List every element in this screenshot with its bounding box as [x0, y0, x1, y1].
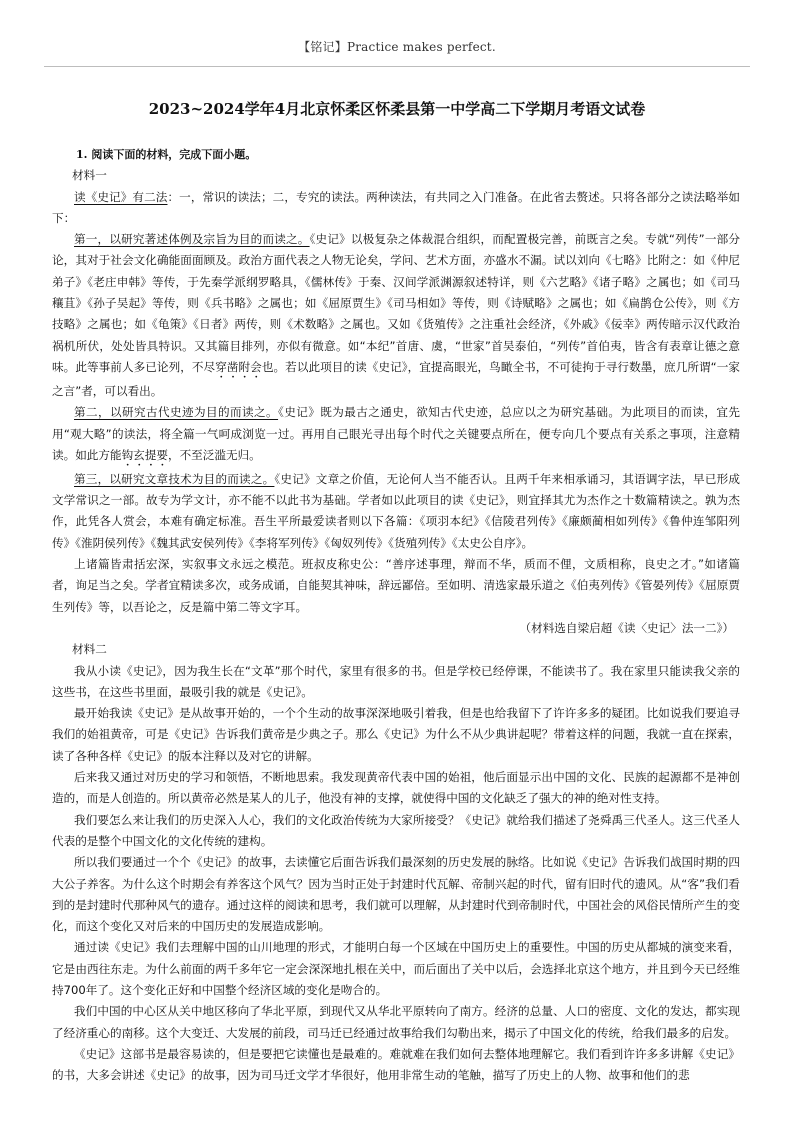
material1-paragraph-2 — [52, 402, 740, 469]
header-divider — [44, 66, 750, 67]
material1-source: （材料选自梁启超《读〈史记〉法一二》） — [519, 620, 734, 635]
paragraph-3-underlined: 第三，以研究文章技术为目的而读之。 — [74, 471, 275, 486]
paragraph-2-text-b: ，不至泛滥无归。 — [167, 447, 261, 462]
material2-paragraph: 我们要怎么来让我们的历史深入人心，我们的文化政治传统为大家所接受？《史记》就给我们描述了尧舜禹三代圣人。这三代圣人代表的是整个中国文化的文化传统的建构。 — [52, 812, 740, 848]
material1-intro — [52, 187, 740, 230]
material1-intro-underlined: 读《史记》有二法 — [74, 189, 168, 204]
material1-intro-rest: ：一，常识的读法；二，专究的读法。两种读法，有共同之入门准备。在此省去赘述。只将各部分之读法略举如下： — [52, 189, 740, 225]
material2-label: 材料二 — [72, 642, 107, 657]
page-header: 【铭记】Practice makes perfect. — [298, 40, 496, 54]
paragraph-1-underlined: 第一，以研究著述体例及宗旨为目的而读之。 — [74, 232, 310, 247]
material2-paragraph: 最开始我读《史记》是从故事开始的，一个个生动的故事深深地吸引着我，但是也给我留下了许许多多的疑团。比如说我们要追寻我们的始祖黄帝，可是《史记》告诉我们黄帝是少典之子。那么《史记》为什么不从少典讲起呢？带着这样的问题，我就一直在探索，读了各种各样《史记》的版本注释以及对它的讲解。 — [52, 706, 740, 763]
material2-paragraph: 我们中国的中心区从关中地区移向了华北平原，到现代又从华北平原转向了南方。经济的总量、人口的密度、文化的发达，都实现了经济重心的南移。这个大变迁、大发展的前段，司马迁已经通过故事给我们勾勒出来，揭示了中国文化的传统，给我们最多的启发。 — [52, 1004, 740, 1040]
question-heading: 1. 阅读下面的材料，完成下面小题。 — [76, 148, 257, 161]
material1-label: 材料一 — [72, 168, 107, 183]
paragraph-1-dotted: 穿凿附会 — [215, 359, 262, 374]
material1-paragraph-1 — [52, 229, 740, 402]
paragraph-2-text-a: 《史记》既为最古之通史，欲知古代史迹，总应以之为研究基础。为此项目的而读，宜先用“观大略”的读法，将全篇一气呵成浏览一过。再用自己眼光寻出每个时代之关键要点所在，便专向几个要点有关系之事项，注意精读。如此方能 — [52, 405, 740, 462]
material1-paragraph-3 — [52, 469, 740, 554]
material1-paragraph-4: 上诸篇皆肃括宏深，实叙事文永远之模范。班叔皮称史公：“善序述事理，辩而不华，质而不俚，文质相称，良史之才。”如诸篇者，询足当之矣。学者宜精读多次，或务成诵，自能契其神味，辞远鄙倍。至如明、清选家最乐道之《伯夷列传》《管晏列传》《屈原贾生列传》等，以吾论之，反是篇中第二等文字耳。 — [52, 557, 740, 614]
material2-paragraph: 我从小读《史记》，因为我生长在“文革”那个时代，家里有很多的书。但是学校已经停课，不能读书了。我在家里只能读我父亲的这些书，在这些书里面，最吸引我的就是《史记》。 — [52, 663, 740, 699]
paragraph-2-underlined: 第二，以研究古代史迹为目的而读之。 — [74, 405, 279, 420]
paragraph-2-dotted: 钩玄提要 — [121, 447, 168, 462]
material2-paragraph: 后来我又通过对历史的学习和领悟，不断地思索。我发现黄帝代表中国的始祖，他后面显示出中国的文化、民族的起源都不是神创造的，而是人创造的。所以黄帝必然是某人的儿子，他没有神的支撑，就使得中国的文化缺乏了强大的神的绝对性支持。 — [52, 770, 740, 806]
paragraph-3-text: 《史记》文章之价值，无论何人当不能否认。且两千年来相承诵习，其语调字法，早已形成文学常识之一部。故专为学文计，亦不能不以此书为基础。学者如以此项目的读《史记》，则宜择其尤为杰作之十数篇精读之。孰为杰作，此凭各人赏会，本难有确定标准。吾生平所最爱读者则以下各篇：《项羽本纪》《信陵君列传》《廉颇蔺相如列传》《鲁仲连邹阳列传》《淮阴侯列传》《魏其武安侯列传》《李将军列传》《匈奴列传》《货殖列传》《太史公自序》。 — [52, 471, 740, 550]
material2-paragraph: 所以我们要通过一个个《史记》的故事，去读懂它后面告诉我们最深刻的历史发展的脉络。比如说《史记》告诉我们战国时期的四大公子养客。为什么这个时期会有养客这个风气？因为当时正处于封建时代瓦解、帝制兴起的时代，留有旧时代的遗风。从“客”我们看到的是封建时代那种风气的遗存。通过这样的阅读和思考，我们就可以理解，从封建时代到帝制时代，中国社会的风俗民情所产生的变化，而这个变化又对后来的中国历史的发展造成影响。 — [52, 855, 740, 934]
exam-content — [52, 144, 740, 1086]
material2-paragraph: 《史记》这部书是最容易读的，但是要把它读懂也是最难的。难就难在我们如何去整体地理解它。我们看到许许多多讲解《史记》的书，大多会讲述《史记》的故事，因为司马迁文学才华很好，他用非常生动的笔触，描写了历史上的人物、故事和他们的悲 — [52, 1046, 740, 1083]
material2-paragraph: 通过读《史记》我们去理解中国的山川地理的形式，才能明白每一个区域在中国历史上的重要性。中国的历史从都城的演变来看，它是由西往东走。为什么前面的两千多年它一定会深深地扎根在关中，而后面出了关中以后，会选择北京这个地方，并且到今天已经维持700年了。这个变化正好和中国整个经济区域的变化是吻合的。 — [52, 940, 740, 997]
exam-title: 2023~2024学年4月北京怀柔区怀柔县第一中学高二下学期月考语文试卷 — [148, 100, 646, 118]
paragraph-1-text-a: 《史记》以极复杂之体裁混合组织，而配置极完善，前既言之矣。专就“列传”一部分论，其对于社会文化确能面面顾及。政治方面代表之人物无论矣，学问、艺术方面，亦盛水不漏。试以刘向《七略》比附之：如《仲尼弟子》《老庄申韩》等传，于先秦学派纲罗略具，《儒林传》于秦、汉间学派渊源叙述特详，则《六艺略》《诸子略》之属也；如《司马穰苴》《孙子吴起》等传，则《兵书略》之属也；如《屈原贾生》《司马相如》等传，则《诗赋略》之属也；如《扁鹊仓公传》，则《方技略》之属也；如《龟策》《日者》两传，则《术数略》之属也。又如《货殖传》之注重社会经济，《外戚》《佞幸》两传暗示汉代政治祸机所伏，处处皆具特识。又其篇目排列，亦似有微意。如“本纪”首唐、虞，“世家”首吴泰伯，“列传”首伯夷，皆含有表章让德之意味。此等事前人多已论列，不尽 — [52, 232, 740, 374]
paragraph-1-text-b: 也。若以此项目的读《史记》，宜提高眼光，鸟瞰全书，不可徒拘于寻行数墨，庶几所谓“一家之言”者，可以看出。 — [52, 359, 740, 398]
